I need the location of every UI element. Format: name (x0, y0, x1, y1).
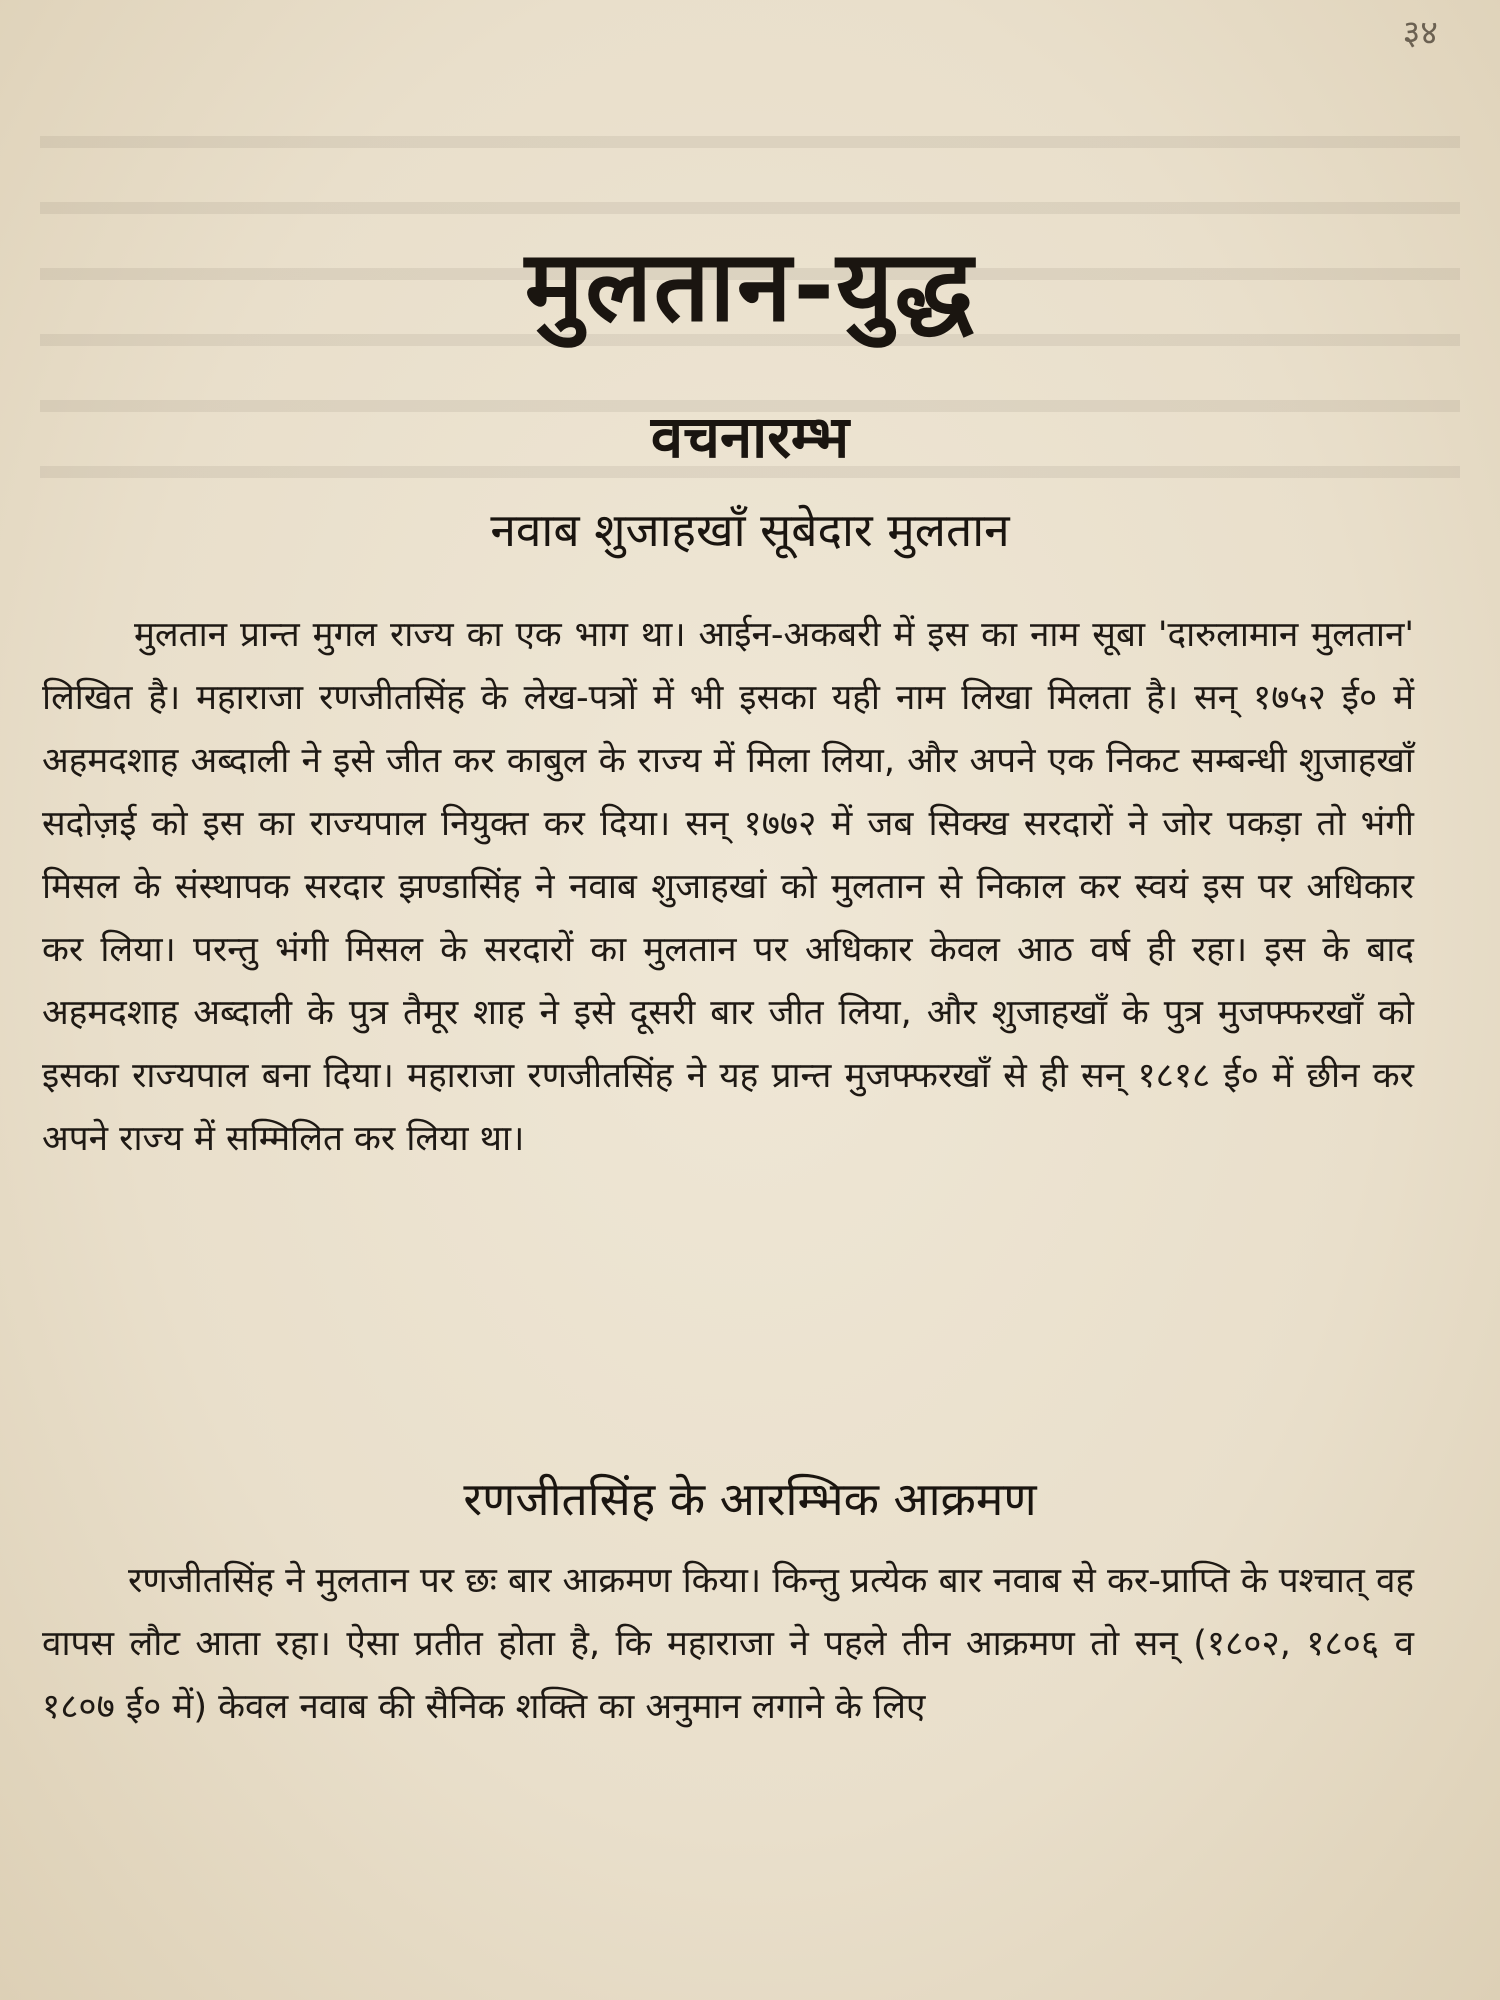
section-paragraph-nawab: मुलतान प्रान्त मुगल राज्य का एक भाग था। आईन-अकबरी में इस का नाम सूबा 'दारुलामान मुलतान' लिखित है। महाराजा रणजीतसिंह के लेख-पत्रों में भी इसका यही नाम लिखा मिलता है। सन् १७५२ ई० में अहमदशाह अब्दाली ने इसे जीत कर काबुल के राज्य में मिला लिया, और अपने एक निकट सम्बन्धी शुजाहखाँ सदोज़ई को इस का राज्यपाल नियुक्त कर दिया। सन् १७७२ में जब सिक्ख सरदारों ने जोर पकड़ा तो भंगी मिसल के संस्थापक सरदार झण्डासिंह ने नवाब शुजाहखां को मुलतान से निकाल कर स्वयं इस पर अधिकार कर लिया। परन्तु भंगी मिसल के सरदारों का मुलतान पर अधिकार केवल आठ वर्ष ही रहा। इस के बाद अहमदशाह अब्दाली के पुत्र तैमूर शाह ने इसे दूसरी बार जीत लिया, और शुजाहखाँ के पुत्र मुजफ्फरखाँ को इसका राज्यपाल बना दिया। महाराजा रणजीतसिंह ने यह प्रान्त मुजफ्फरखाँ से ही सन् १८१८ ई० में छीन कर अपने राज्य में सम्मिलित कर लिया था। (42, 615, 1414, 1159)
page-number: ३४ (1402, 13, 1438, 53)
chapter-title: मुलतान-युद्ध (524, 230, 976, 344)
chapter-subtitle: वचनारम्भ (650, 403, 850, 471)
section-heading-early-attacks: रणजीतसिंह के आरम्भिक आक्रमण (463, 1472, 1037, 1526)
section-heading-nawab: नवाब शुजाहखाँ सूबेदार मुलतान (490, 503, 1010, 557)
section-paragraph-early-attacks: रणजीतसिंह ने मुलतान पर छः बार आक्रमण किया। किन्तु प्रत्येक बार नवाब से कर-प्राप्ति के पश्चात् वह वापस लौट आता रहा। ऐसा प्रतीत होता है, कि महाराजा ने पहले तीन आक्रमण तो सन् (१८०२, १८०६ व १८०७ ई० में) केवल नवाब की सैनिक शक्ति का अनुमान लगाने के लिए (42, 1561, 1414, 1727)
